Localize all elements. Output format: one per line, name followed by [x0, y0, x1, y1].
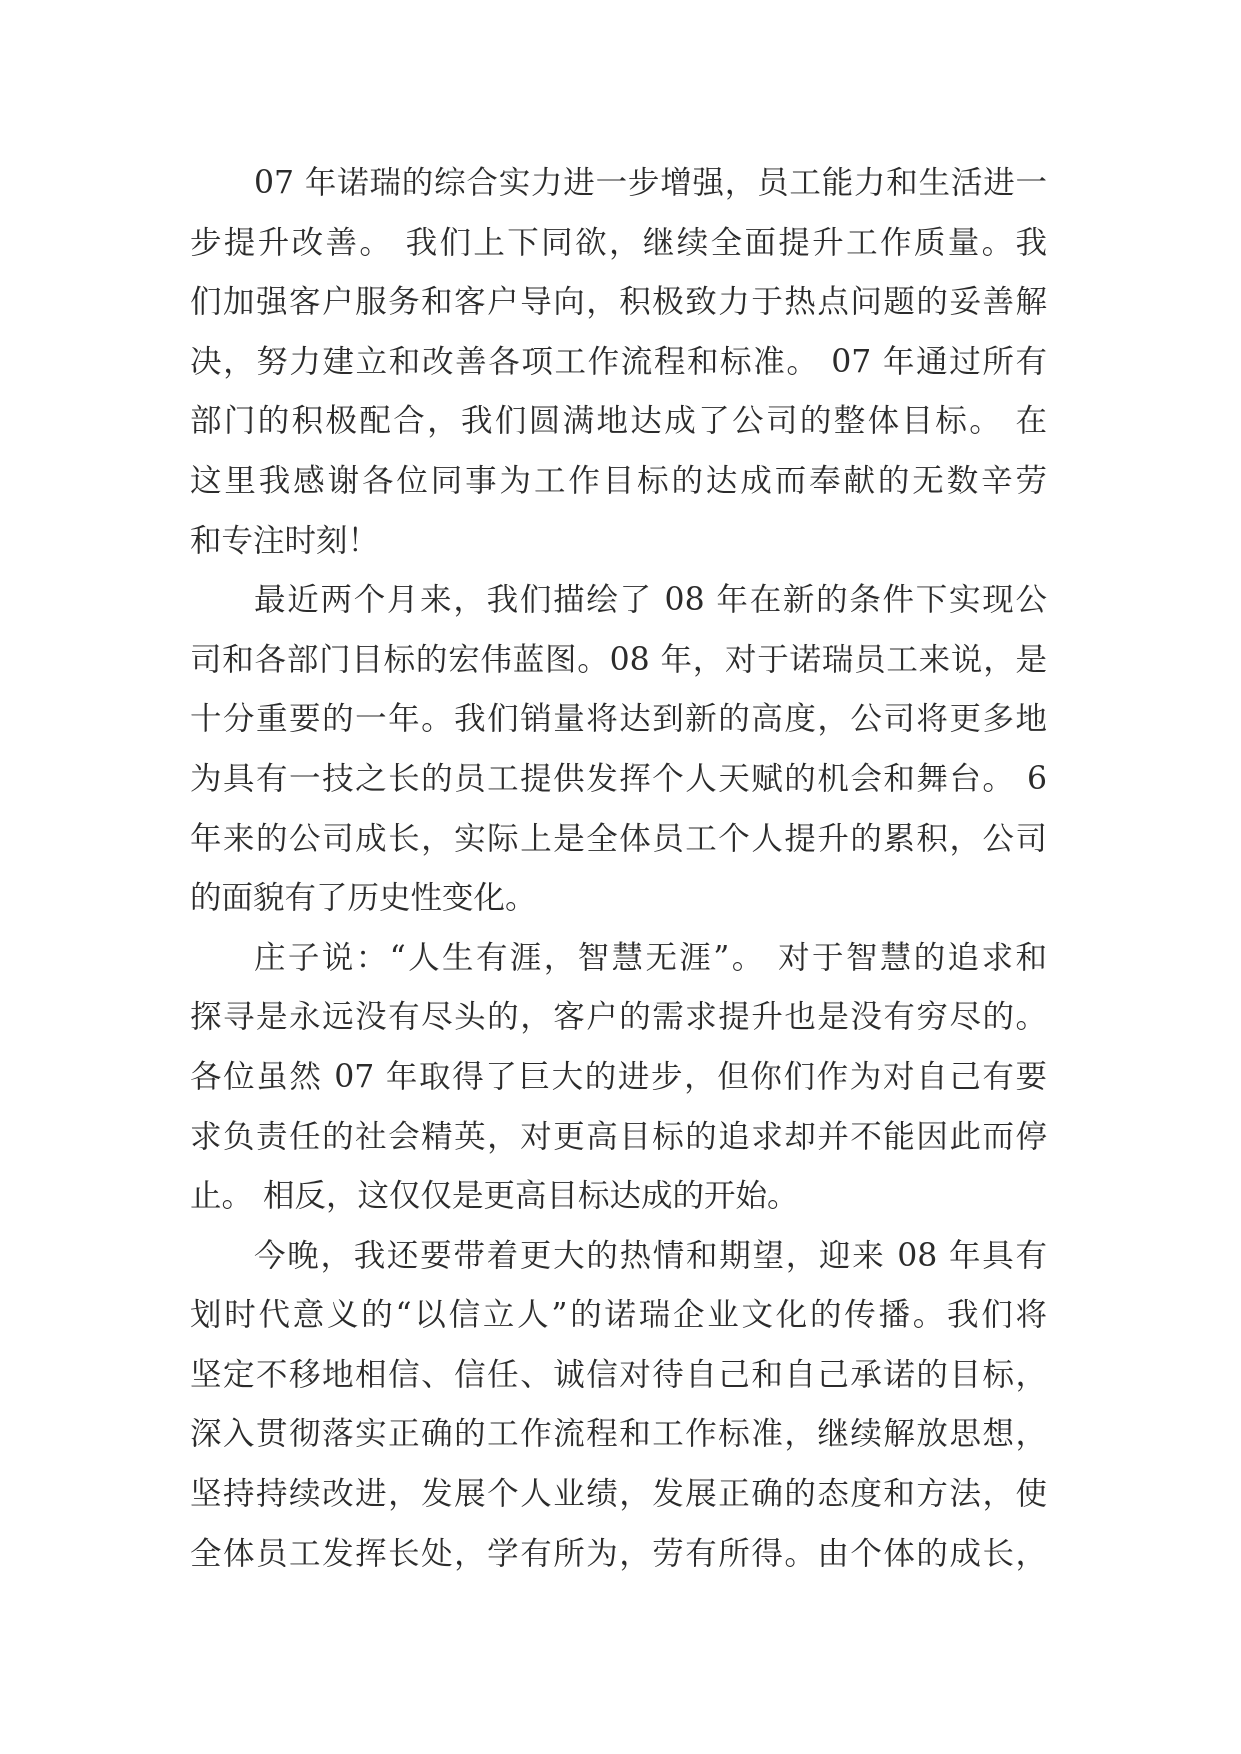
- text-line: 最近两个月来，我们描绘了 08 年在新的条件下实现公: [254, 582, 1047, 619]
- text-line: 庄子说：“人生有涯，智慧无涯”。 对于智慧的追求和: [254, 939, 1047, 976]
- text-line: 年来的公司成长，实际上是全体员工个人提升的累积，公司: [190, 820, 1047, 857]
- text-line: 全体员工发挥长处，学有所为，劳有所得。由个体的成长，: [190, 1535, 1047, 1572]
- text-line: 们加强客户服务和客户导向，积极致力于热点问题的妥善解: [190, 284, 1047, 321]
- text-line: 07 年诺瑞的综合实力进一步增强，员工能力和生活进一: [254, 165, 1047, 201]
- text-line: 今晚，我还要带着更大的热情和期望，迎来 08 年具有: [254, 1237, 1047, 1274]
- text-line: 深入贯彻落实正确的工作流程和工作标准，继续解放思想，: [190, 1416, 1047, 1453]
- text-line: 步提升改善。 我们上下同欲，继续全面提升工作质量。我: [190, 224, 1047, 261]
- text-line: 探寻是永远没有尽头的，客户的需求提升也是没有穷尽的。: [190, 999, 1047, 1036]
- text-line: 为具有一技之长的员工提供发挥个人天赋的机会和舞台。 6: [190, 760, 1047, 797]
- text-line: 求负责任的社会精英，对更高目标的追求却并不能因此而停: [190, 1118, 1047, 1155]
- text-line: 坚持持续改进，发展个人业绩，发展正确的态度和方法，使: [190, 1476, 1047, 1513]
- document-body: [190, 154, 1047, 1584]
- text-line: 部门的积极配合，我们圆满地达成了公司的整体目标。 在: [190, 403, 1047, 440]
- text-line: 划时代意义的“以信立人”的诺瑞企业文化的传播。我们将: [190, 1297, 1047, 1334]
- text-line: 决，努力建立和改善各项工作流程和标准。 07 年通过所有: [190, 343, 1047, 380]
- text-line: 这里我感谢各位同事为工作目标的达成而奉献的无数辛劳: [190, 462, 1047, 499]
- text-line: 和专注时刻！: [190, 522, 380, 559]
- text-line: 司和各部门目标的宏伟蓝图。08 年，对于诺瑞员工来说，是: [190, 641, 1047, 678]
- text-line: 十分重要的一年。我们销量将达到新的高度，公司将更多地: [190, 701, 1047, 738]
- text-line: 止。 相反，这仅仅是更高目标达成的开始。: [190, 1178, 799, 1215]
- text-line: 坚定不移地相信、信任、诚信对待自己和自己承诺的目标，: [190, 1356, 1047, 1393]
- text-line: 的面貌有了历史性变化。: [190, 880, 537, 917]
- text-line: 各位虽然 07 年取得了巨大的进步，但你们作为对自己有要: [190, 1058, 1047, 1095]
